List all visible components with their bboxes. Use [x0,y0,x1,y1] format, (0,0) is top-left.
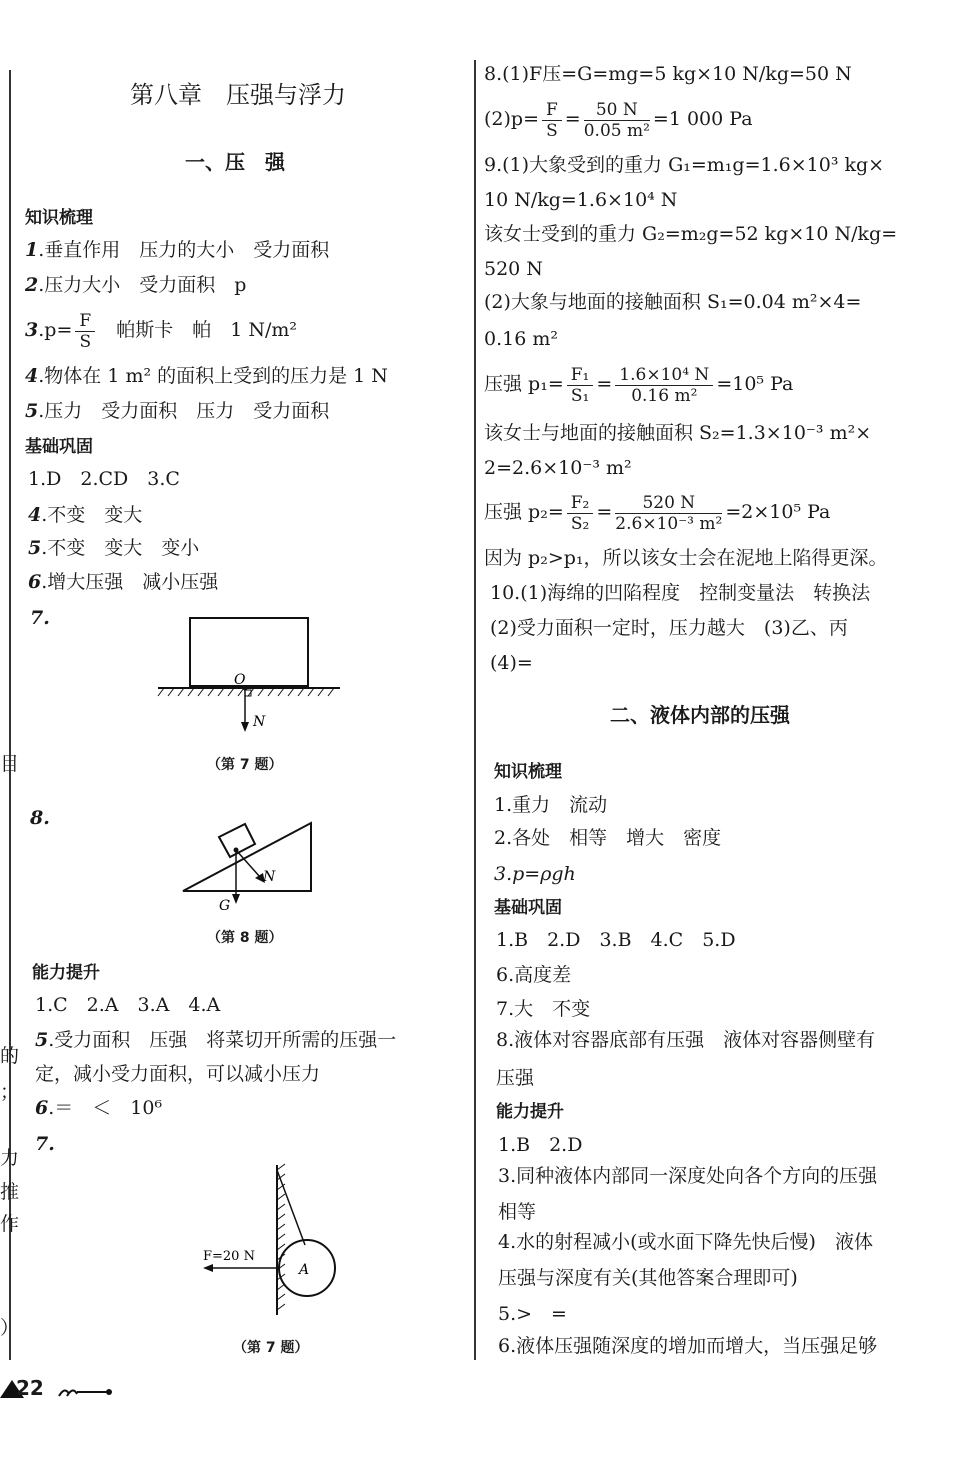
a2-item-3-cont: 相等 [498,1201,537,1223]
heading-knowledge: 知识梳理 [25,208,93,228]
k-item-2: 2.压力大小 受力面积 p [25,274,247,296]
fig-label-a: A [299,1262,310,1278]
a2-item-6: 6.液体压强随深度的增加而增大，当压强足够 [498,1335,878,1357]
chapter-title: 第八章 压强与浮力 [130,81,346,109]
figure-block-on-ground [150,610,350,740]
figure-caption: （第 7 题） [233,1340,309,1356]
q9-line-7: 该女士与地面的接触面积 S₂=1.3×10⁻³ m²× [484,422,872,444]
edge-char: 推 [0,1181,20,1203]
k2-item-2: 2.各处 相等 增大 密度 [494,827,722,849]
a2-item-4-cont: 压强与深度有关(其他答案合理即可) [498,1267,798,1289]
b-item-5: 5.不变 变大 变小 [28,537,200,559]
q10-line-3: (4)= [490,652,533,674]
b-item-8: 8. [30,807,50,829]
q10-line-1: 10.(1)海绵的凹陷程度 控制变量法 转换法 [490,582,871,604]
edge-char: 目 [0,753,20,775]
q9-line-3: 该女士受到的重力 G₂=m₂g=52 kg×10 N/kg= [484,223,898,245]
q9-line-8: 2=2.6×10⁻³ m² [484,457,632,479]
fig7-label-n: N [253,714,266,730]
a-item-5: 5.受力面积 压强 将菜切开所需的压强一 [35,1029,397,1051]
a2-item-5: 5.> = [498,1303,567,1325]
heading-basic-2: 基础巩固 [494,898,562,918]
edge-char: ） [0,1317,20,1339]
page-number: 22 [16,1376,44,1400]
q8-line-1: 8.(1)F压=G=mg=5 kg×10 N/kg=50 N [484,63,852,85]
a-item-7: 7. [35,1133,55,1155]
edge-char: 作 [0,1213,20,1235]
fig8-label-g: G [219,898,231,914]
b-answers-1-3: 1.D 2.CD 3.C [28,468,180,490]
b2-item-7: 7.大 不变 [496,998,591,1020]
b-item-7: 7. [30,607,50,629]
column-divider [474,60,476,1360]
a2-answers: 1.B 2.D [498,1134,583,1156]
q9-line-2: 10 N/kg=1.6×10⁴ N [484,189,678,211]
k2-item-1: 1.重力 流动 [494,794,608,816]
q9-line-5: (2)大象与地面的接触面积 S₁=0.04 m²×4= [484,291,862,313]
fig7-label-o: O [234,672,246,688]
b2-item-8: 8.液体对容器底部有压强 液体对容器侧壁有 [496,1029,876,1051]
section-title: 一、压 强 [185,150,285,174]
q9-pressure-1: 压强 p₁= $\frac{\text{F₁}}{\text{S₁}}$ = $\frac{\text{1.6×10⁴ N}}{\text{0.16 m²}}$ =10⁵ Pa [484,364,794,406]
a2-item-3: 3.同种液体内部同一深度处向各个方向的压强 [498,1165,878,1187]
k-item-3: 3.p= $\frac{F}{S}$ 帕斯卡 帕 1 N/m² [25,310,298,352]
a-item-6: 6.＝ ＜ 10⁶ [35,1097,163,1119]
q8-line-2: (2)p= $\frac{F}{S}$ = $\frac{50 N}{\text{0.05 m²}}$ =1 000 Pa [484,99,753,141]
section2-title: 二、液体内部的压强 [610,703,790,727]
b2-item-8-cont: 压强 [496,1067,535,1089]
heading-ability-2: 能力提升 [496,1102,564,1122]
q9-pressure-2: 压强 p₂= $\frac{\text{F₂}}{\text{S₂}}$ = $\frac{520 N}{\text{2.6×10⁻³ m²}}$ =2×10⁵ Pa [484,492,831,534]
q10-line-2: (2)受力面积一定时，压力越大 (3)乙、丙 [490,617,848,639]
q9-line-1: 9.(1)大象受到的重力 G₁=m₁g=1.6×10³ kg× [484,154,885,176]
fig8-label-n: N [263,869,276,885]
a2-item-4: 4.水的射程减小(或水面下降先快后慢) 液体 [498,1231,873,1253]
figure-ball-on-wall [195,1160,355,1320]
fig-label-force: F=20 N [203,1249,255,1264]
q9-line-6: 0.16 m² [484,328,558,350]
b2-answers: 1.B 2.D 3.B 4.C 5.D [496,929,736,951]
edge-char: 力 [0,1147,20,1169]
page-decoration [55,1380,115,1400]
b-item-6: 6.增大压强 减小压强 [28,571,219,593]
k2-item-3: 3.p=ρgh [494,863,576,885]
b2-item-6: 6.高度差 [496,964,572,986]
heading-basic: 基础巩固 [25,437,93,457]
k-item-1: 1.垂直作用 压力的大小 受力面积 [25,239,330,261]
heading-knowledge-2: 知识梳理 [494,762,562,782]
a-answers-1-4: 1.C 2.A 3.A 4.A [35,994,221,1016]
k-item-4: 4.物体在 1 m² 的面积上受到的压力是 1 N [25,365,388,387]
edge-char: ； [0,1081,20,1103]
q9-conclusion: 因为 p₂>p₁，所以该女士会在泥地上陷得更深。 [484,547,888,569]
figure-caption: （第 8 题） [207,930,283,946]
b-item-4: 4.不变 变大 [28,504,143,526]
a-item-5-cont: 定，减小受力面积，可以减小压力 [35,1063,321,1085]
k-item-5: 5.压力 受力面积 压力 受力面积 [25,400,330,422]
figure-caption: （第 7 题） [207,757,283,773]
q9-line-4: 520 N [484,258,543,280]
heading-ability: 能力提升 [32,963,100,983]
figure-block-on-incline [175,815,325,915]
edge-char: 的 [0,1045,20,1067]
